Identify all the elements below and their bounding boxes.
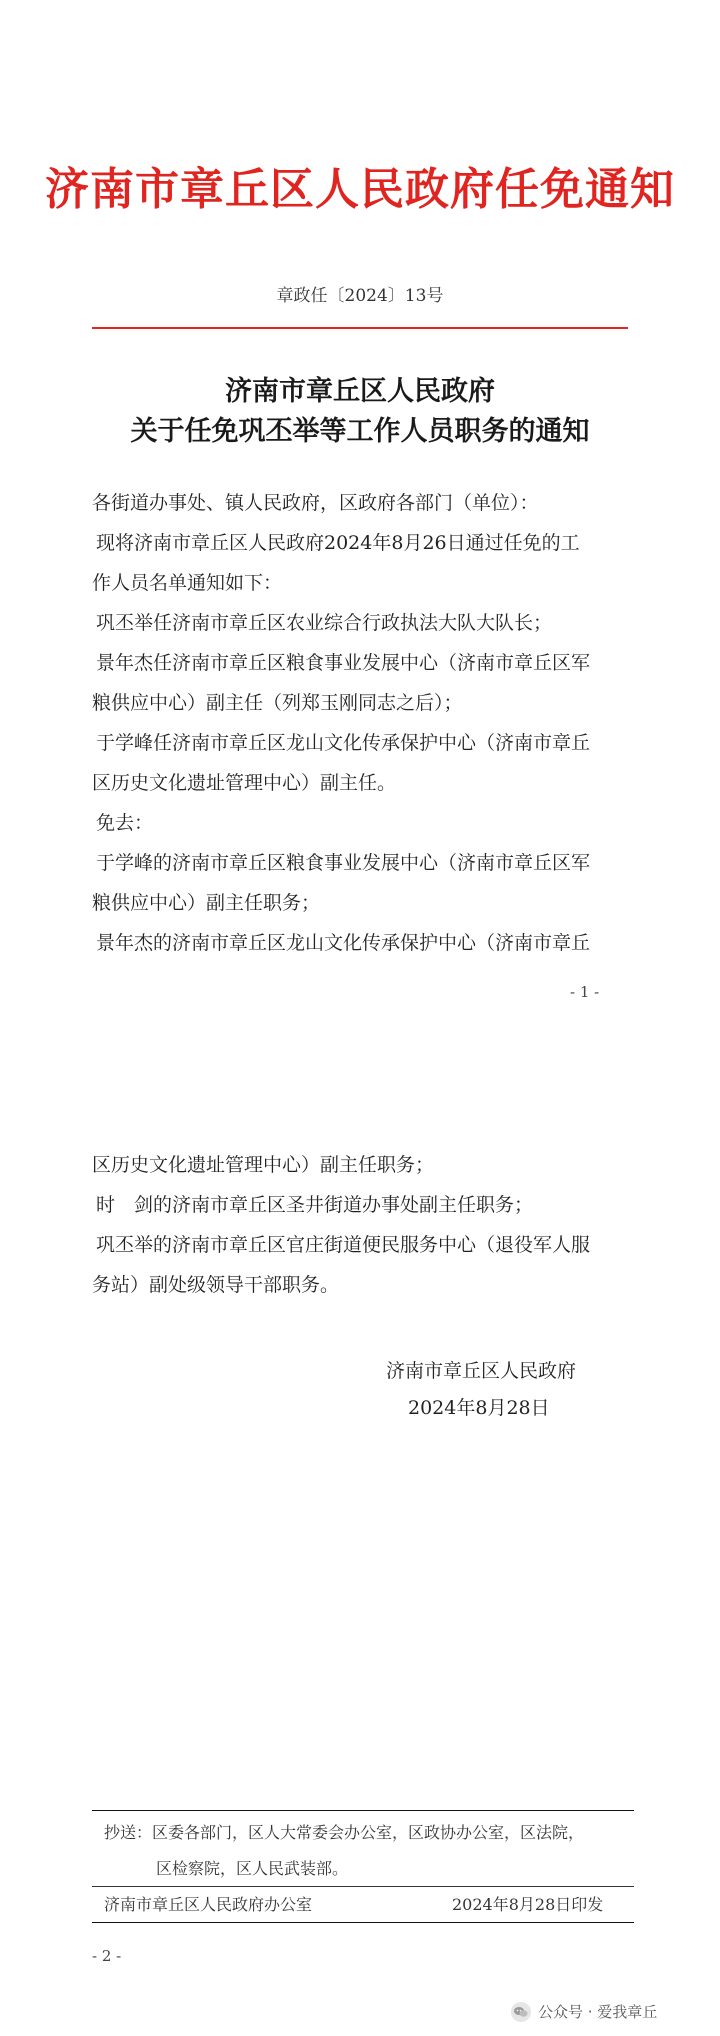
signature-date: 2024年8月28日: [408, 1397, 550, 1419]
wechat-official-account-icon: [510, 2001, 532, 2023]
addressee: 各街道办事处、镇人民政府，区政府各部门（单位）：: [92, 492, 539, 514]
watermark-text: 公众号 · 爱我章丘: [538, 2003, 658, 2021]
cc-top-rule: [92, 1810, 634, 1811]
removal-item-4-line2: 务站）副处级领导干部职务。: [92, 1274, 340, 1296]
appointment-item-2-line1: 景年杰任济南市章丘区粮食事业发展中心（济南市章丘区军: [96, 652, 591, 674]
signature-organization: 济南市章丘区人民政府: [386, 1360, 577, 1382]
cc-middle-rule: [92, 1886, 634, 1887]
intro-line2: 作人员名单通知如下：: [92, 572, 283, 594]
issue-date: 2024年8月28日印发: [452, 1895, 604, 1914]
removal-heading: 免去：: [96, 812, 154, 834]
appointment-item-3-line1: 于学峰任济南市章丘区龙山文化传承保护中心（济南市章丘: [96, 732, 591, 754]
document-header-title: 济南市章丘区人民政府任免通知: [45, 164, 675, 215]
cc-bottom-rule: [92, 1922, 634, 1923]
page-number-2: - 2 -: [92, 1947, 122, 1965]
intro-line1: 现将济南市章丘区人民政府2024年8月26日通过任免的工: [96, 532, 580, 554]
removal-item-2-line1: 景年杰的济南市章丘区龙山文化传承保护中心（济南市章丘: [96, 932, 591, 954]
removal-item-2-line2: 区历史文化遗址管理中心）副主任职务；: [92, 1154, 435, 1176]
watermark: [510, 2000, 710, 2024]
cc-line2: 区检察院，区人民武装部。: [156, 1859, 349, 1878]
removal-item-4-line1: 巩丕举的济南市章丘区官庄街道便民服务中心（退役军人服: [96, 1234, 591, 1256]
appointment-item-3-line2: 区历史文化遗址管理中心）副主任。: [92, 772, 397, 794]
red-separator-line: [92, 327, 628, 329]
document-number: 章政任〔2024〕13号: [276, 286, 444, 306]
removal-item-1-line1: 于学峰的济南市章丘区粮食事业发展中心（济南市章丘区军: [96, 852, 591, 874]
notice-title-line2: 关于任免巩丕举等工作人员职务的通知: [130, 416, 590, 447]
appointment-item-2-line2: 粮供应中心）副主任（列郑玉刚同志之后）；: [92, 692, 463, 714]
issuer: 济南市章丘区人民政府办公室: [104, 1895, 313, 1914]
removal-item-3: 时 剑的济南市章丘区圣井街道办事处副主任职务；: [96, 1194, 534, 1216]
page-number-1: - 1 -: [570, 983, 600, 1001]
removal-item-1-line2: 粮供应中心）副主任职务；: [92, 892, 321, 914]
notice-title-line1: 济南市章丘区人民政府: [225, 376, 495, 407]
cc-line1: 抄送：区委各部门，区人大常委会办公室，区政协办公室，区法院，: [104, 1823, 585, 1842]
appointment-item-1: 巩丕举任济南市章丘区农业综合行政执法大队大队长；: [96, 612, 553, 634]
